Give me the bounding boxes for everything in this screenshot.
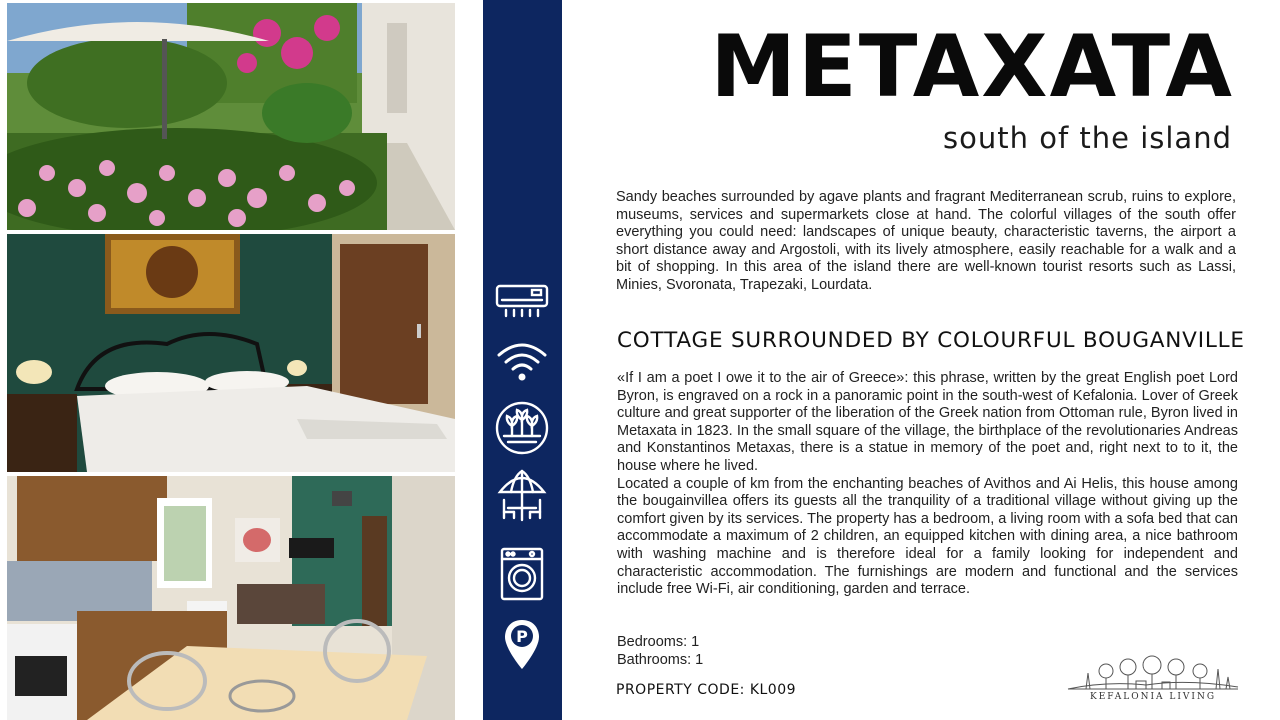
bedroom-photo xyxy=(7,234,455,472)
page-title: METAXATA xyxy=(710,17,1234,117)
garden-icon xyxy=(494,400,550,456)
air-conditioning-icon xyxy=(494,272,550,328)
property-heading: COTTAGE SURROUNDED BY COLOURFUL BOUGANVILLE xyxy=(617,328,1245,353)
wifi-icon xyxy=(494,333,550,389)
room-counts xyxy=(617,634,703,669)
kitchen-living-photo xyxy=(7,476,455,720)
property-code: PROPERTY CODE: KL009 xyxy=(616,682,797,698)
kefalonia-living-logo xyxy=(1066,655,1240,705)
terrace-icon xyxy=(494,468,550,524)
description-paragraph-1: «If I am a poet I owe it to the air of Greece»: this phrase, written by the great English poet Lord Byron, is engraved on a rock in a panoramic point in the south-west of Kefalonia. Lover of Greek culture and great supporter of the liberation of the Greek nation from Ottoman rule, Byron lived in Metaxata in 1823. In the small square of the village, the birthplace of the revolutionaries Andreas and Konstantinos Metaxas, there is a statue in memory of the poet and, right next to to it, the house where he lived. xyxy=(617,370,1238,474)
parking-icon xyxy=(494,617,550,673)
parking-label: P xyxy=(516,627,528,646)
garden-photo xyxy=(7,3,455,230)
intro-paragraph: Sandy beaches surrounded by agave plants and fragrant Mediterranean scrub, ruins to explore, museums, services and supermarkets close at hand. The colorful villages of the south offer everything you could need: landscapes of unique beauty, characteristic taverns, the airport a short distance away and Argostoli, with its lively atmosphere, easily reachable for a walk and a bit of shopping. In this area of the island there are well-known tourist resorts such as Lassi, Minies, Svoronata, Trapezaki, Lourdata. xyxy=(616,189,1236,293)
description-paragraph-2: Located a couple of km from the enchanting beaches of Avithos and Ai Helis, this house among the bougainvillea offers its guests all the tranquility of a traditional village without giving up the comfort given by its services. The property has a bedroom, a living room with a sofa bed that can accommodate a maximum of 2 children, an equipped kitchen with dining area, a nice bathroom with washing machine and is therefore ideal for a family looking for independent and characteristic accommodation. The furnishings are modern and functional and the services include free Wi-Fi, air conditioning, garden and terrace. xyxy=(617,475,1238,598)
bathrooms-count: Bathrooms: 1 xyxy=(617,651,704,668)
bedrooms-count: Bedrooms: 1 xyxy=(617,634,700,650)
logo-text: KEFALONIA LIVING xyxy=(1089,692,1217,702)
washing-machine-icon xyxy=(494,546,550,602)
property-description xyxy=(617,370,1238,599)
page-subtitle: south of the island xyxy=(943,121,1232,155)
